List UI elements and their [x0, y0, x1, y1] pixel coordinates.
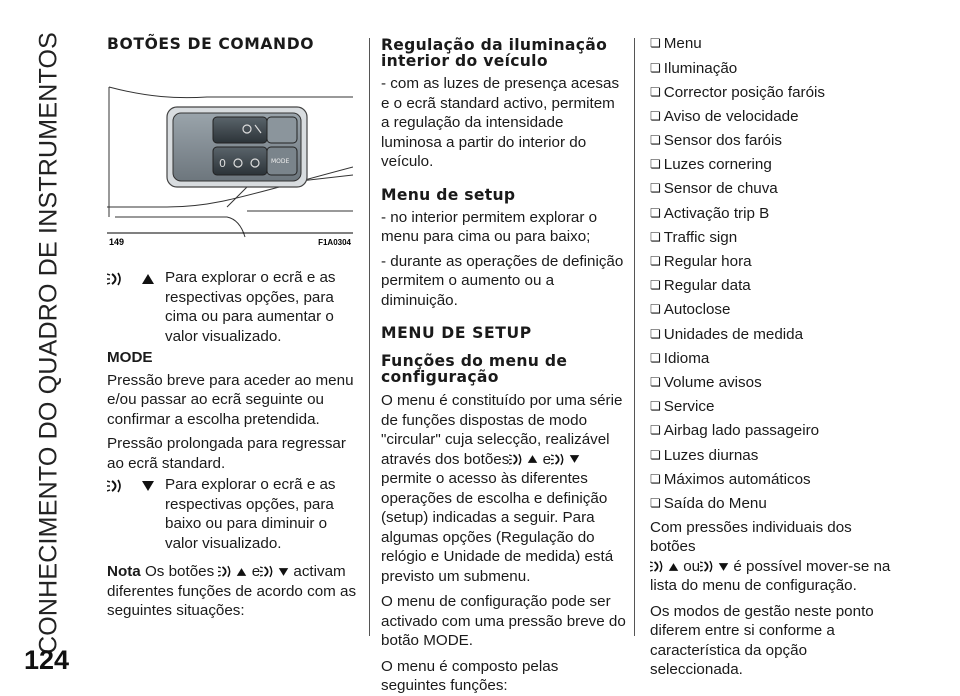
menu-list-item-label: Iluminação: [663, 59, 738, 77]
menu-list-item-label: Saída do Menu: [663, 494, 767, 512]
triangle-up-icon: [668, 562, 679, 572]
menu-list-item-label: Regular hora: [663, 253, 752, 271]
checkbox-bullet-icon: ❏: [650, 495, 661, 510]
menu-list-item: [650, 250, 900, 274]
column-2: [381, 37, 627, 696]
brightness-icon: [509, 452, 527, 467]
column-3: [650, 32, 900, 680]
menu-list-item: [650, 346, 900, 370]
paragraph-menu-define: - durante as operações de definição permitem o aumento ou a diminuição.: [381, 252, 624, 309]
menu-list-item: [650, 32, 900, 56]
note-paragraph: [107, 562, 357, 621]
note-label: Nota: [107, 563, 141, 580]
menu-list-item: [650, 322, 900, 346]
brightness-icon: [650, 559, 668, 574]
menu-list-item-label: Traffic sign: [663, 228, 738, 246]
column-divider-1: [369, 38, 370, 636]
checkbox-bullet-icon: ❏: [650, 84, 661, 99]
heading-regulacao-iluminacao: Regulação da iluminação interior do veículo: [381, 36, 608, 70]
navigate-b: é possível mover-se na: [733, 557, 891, 575]
menu-list-item: [650, 56, 900, 80]
checkbox-bullet-icon: ❏: [650, 108, 661, 123]
chapter-title-text: CONHECIMENTO DO QUADRO DE INSTRUMENTOS: [34, 32, 63, 654]
checkbox-bullet-icon: ❏: [650, 278, 661, 293]
paragraph-menu-description: [381, 391, 627, 586]
checkbox-bullet-icon: ❏: [650, 36, 661, 51]
menu-desc-b: botões: [463, 450, 510, 468]
menu-list-item: [650, 226, 900, 250]
setup-menu-list: [650, 32, 900, 516]
brightness-icon: [551, 452, 569, 467]
up-button-text: Para explorar o ecrã e as respectivas opções, para cima ou para aumentar o valor visualizado.: [165, 269, 336, 345]
triangle-up-icon: [141, 273, 155, 285]
checkbox-bullet-icon: ❏: [650, 157, 661, 172]
heading-funcoes-menu: Funções do menu de configuração: [381, 352, 568, 386]
checkbox-bullet-icon: ❏: [650, 181, 661, 196]
triangle-down-icon: [718, 562, 729, 572]
up-button-symbol: [107, 268, 165, 346]
menu-list-item: [650, 105, 900, 129]
svg-text:0: 0: [219, 157, 226, 170]
menu-list-item-label: Autoclose: [663, 301, 731, 319]
sidebar: [0, 0, 92, 686]
note-and: e: [251, 563, 261, 580]
note-after: activam: [293, 563, 346, 580]
triangle-up-icon: [236, 567, 247, 577]
navigate-a: Com pressões individuais dos botões: [650, 518, 852, 556]
note-rest: diferentes funções de acordo com as seguintes situações:: [107, 582, 357, 619]
menu-list-item: [650, 395, 900, 419]
brightness-icon: [107, 478, 127, 494]
control-panel-illustration: [107, 67, 353, 247]
figure-code: F1A0304: [318, 238, 351, 247]
checkbox-bullet-icon: ❏: [650, 399, 661, 414]
menu-list-item: [650, 80, 900, 104]
heading-menu-de-setup: MENU DE SETUP: [381, 324, 532, 342]
paragraph-navigate: [650, 518, 900, 596]
mode-long-press: Pressão prolongada para regressar ao ecrã standard.: [107, 435, 346, 472]
checkbox-bullet-icon: ❏: [650, 254, 661, 269]
menu-list-item-label: Regular data: [663, 277, 751, 295]
brightness-icon: [107, 271, 127, 287]
brightness-icon: [218, 564, 236, 579]
menu-list-item-label: Idioma: [663, 349, 710, 367]
figure-number: 149: [109, 237, 125, 247]
navigate-c: lista do menu de configuração.: [650, 577, 857, 595]
menu-desc-d: às diferentes operações de escolha e definição (setup) indicadas a seguir. Para algumas opções (Regulação do relógio e Unidade de medida) está previsto um submenu.: [381, 470, 614, 585]
heading-menu-setup: Menu de setup: [381, 185, 516, 204]
paragraph-menu-explore: - no interior permitem explorar o menu para cima ou para baixo;: [381, 208, 598, 245]
down-button-symbol: [107, 475, 165, 553]
column-1: [107, 36, 355, 53]
menu-list-item: [650, 153, 900, 177]
menu-list-item-label: Airbag lado passageiro: [663, 422, 820, 440]
navigate-or: ou: [683, 557, 701, 575]
checkbox-bullet-icon: ❏: [650, 423, 661, 438]
menu-list-item: [650, 177, 900, 201]
checkbox-bullet-icon: ❏: [650, 229, 661, 244]
menu-list-item-label: Menu: [663, 35, 702, 53]
menu-list-item: [650, 201, 900, 225]
triangle-down-icon: [569, 454, 580, 464]
menu-desc-a: O menu é constituído por uma série de funções dispostas de modo "circular" cuja selecção, realizável através dos: [381, 392, 623, 468]
menu-list-item: [650, 419, 900, 443]
column-1-body: [107, 268, 357, 621]
menu-list-item-label: Volume avisos: [663, 373, 762, 391]
menu-list-item-label: Unidades de medida: [663, 325, 804, 343]
menu-list-item: [650, 467, 900, 491]
menu-list-item-label: Sensor de chuva: [663, 180, 778, 198]
figure-149: [107, 67, 353, 247]
menu-list-item-label: Corrector posição faróis: [663, 83, 825, 101]
menu-list-item: [650, 443, 900, 467]
down-button-text: Para explorar o ecrã e as respectivas opções, para baixo ou para diminuir o valor visualizado.: [165, 476, 336, 552]
paragraph-regulacao: - com as luzes de presença acesas e o ecrã standard activo, permitem a regulação da intensidade luminosa a partir do interior do veículo.: [381, 75, 620, 170]
menu-list-item: [650, 129, 900, 153]
mode-short-press: Pressão breve para aceder ao menu e/ou passar ao ecrã seguinte ou confirmar a escolha pretendida.: [107, 371, 354, 428]
triangle-up-icon: [527, 454, 538, 464]
page-number: 124: [24, 645, 70, 675]
menu-list-item-label: Luzes cornering: [663, 156, 772, 174]
mode-title: MODE: [107, 349, 153, 366]
down-button-description: [107, 475, 357, 553]
checkbox-bullet-icon: ❏: [650, 205, 661, 220]
up-button-description: [107, 268, 357, 346]
column-divider-2: [634, 38, 635, 636]
menu-list-item-label: Máximos automáticos: [663, 470, 811, 488]
triangle-down-icon: [141, 480, 155, 492]
menu-list-item: [650, 298, 900, 322]
checkbox-bullet-icon: ❏: [650, 60, 661, 75]
section-heading-botoes: BOTÕES DE COMANDO: [107, 35, 315, 53]
brightness-icon: [260, 564, 278, 579]
paragraph-menu-activate: O menu de configuração pode ser activado com uma pressão breve do botão MODE.: [381, 593, 626, 649]
checkbox-bullet-icon: ❏: [650, 374, 661, 389]
brightness-icon: [700, 559, 718, 574]
mode-button-label: MODE: [271, 158, 290, 165]
paragraph-modes: Os modos de gestão neste ponto diferem entre si conforme a característica da opção seleccionada.: [650, 602, 874, 679]
menu-list-item-label: Aviso de velocidade: [663, 107, 799, 125]
checkbox-bullet-icon: ❏: [650, 471, 661, 486]
menu-list-item-label: Luzes diurnas: [663, 446, 759, 464]
menu-list-item: [650, 371, 900, 395]
triangle-down-icon: [278, 567, 289, 577]
menu-list-item-label: Service: [663, 398, 715, 416]
checkbox-bullet-icon: ❏: [650, 133, 661, 148]
checkbox-bullet-icon: ❏: [650, 326, 661, 341]
paragraph-menu-composed: O menu é composto pelas seguintes funções:: [381, 657, 559, 694]
checkbox-bullet-icon: ❏: [650, 447, 661, 462]
menu-list-item-label: Activação trip B: [663, 204, 770, 222]
note-before: Os botões: [144, 563, 215, 580]
checkbox-bullet-icon: ❏: [650, 302, 661, 317]
menu-list-item-label: Sensor dos faróis: [663, 132, 782, 150]
checkbox-bullet-icon: ❏: [650, 350, 661, 365]
menu-desc-c: permite o acesso: [381, 470, 497, 487]
menu-list-item: [650, 274, 900, 298]
menu-list-item: [650, 492, 900, 516]
menu-desc-and: e: [542, 450, 552, 468]
